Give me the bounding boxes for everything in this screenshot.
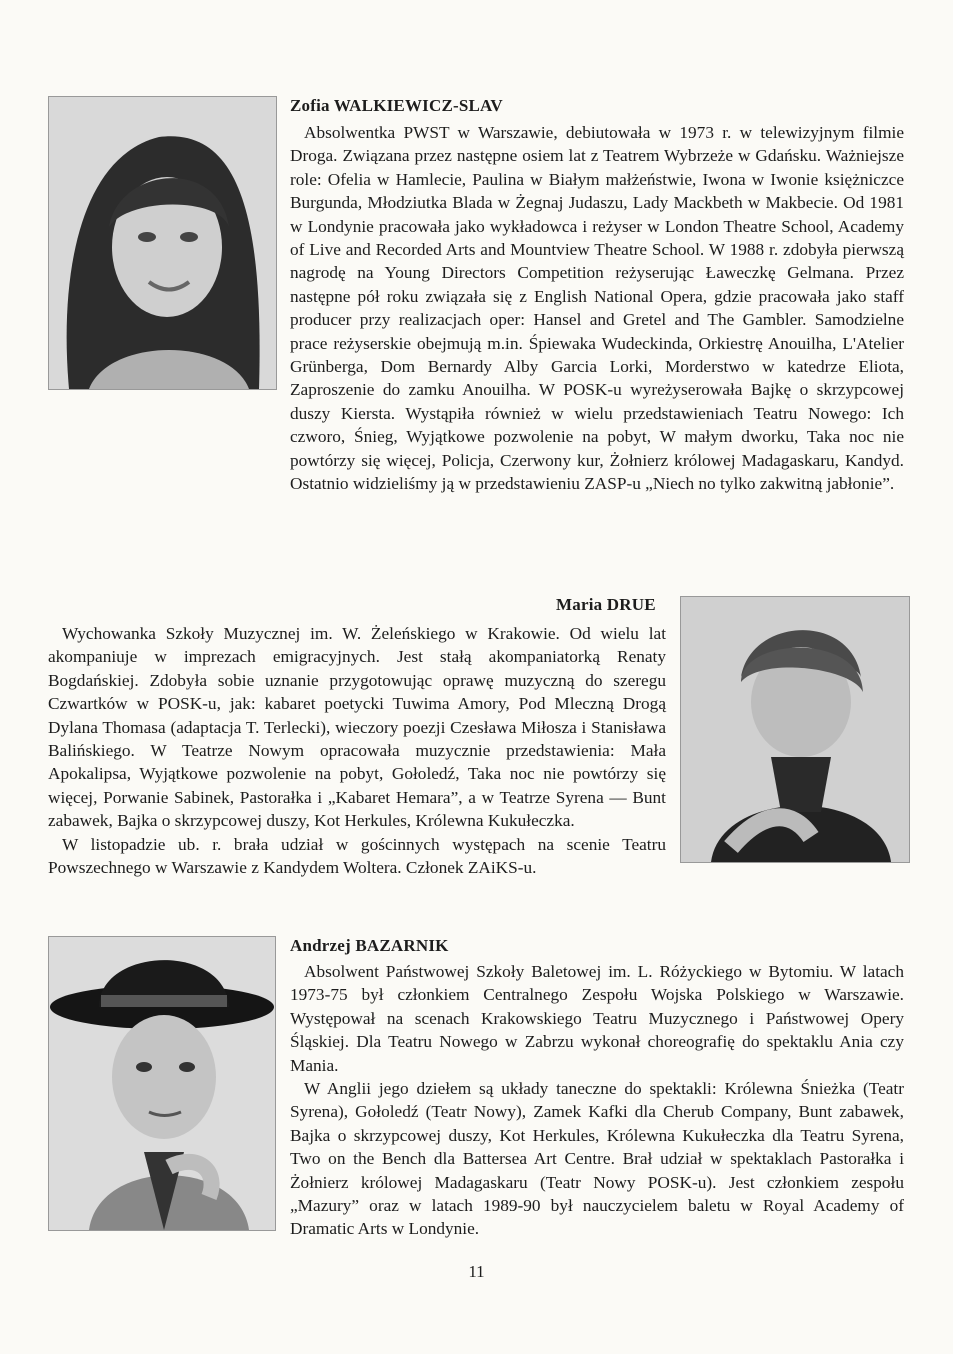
person-name: Andrzej BAZARNIK (290, 936, 449, 955)
bio-paragraph: Wychowanka Szkoły Muzycznej im. W. Żeleńskiego w Krakowie. Od wielu lat akompaniuje w imprezach emigracyjnych. Jest stałą akompaniatorką Renaty Bogdańskiej. Zdobyła sobie uznanie przygotowując oprawę muzyczną do szeregu Czwartków w POSK-u, jak: kabaret poetycki Tuwima Amory, Pod Mleczną Drogą Dylana Thomasa (adaptacja T. Terlecki), wieczory poezji Czesława Miłosza i Stanisława Balińskiego. W Teatrze Nowym opracowała muzycznie przedstawienia: Mała Apokalipsa, Wyjątkowe pozwolenie na pobyt, Gołoledź, Taka noc nie powtórzy się więcej, Porwanie Sabinek, Pastorałka i „Kabaret Hemara”, a w Teatrze Syrena — Bunt zabawek, Bajka o skrzypcowej duszy, Kot Herkules, Królewna Kukułeczka. (48, 624, 666, 831)
page-number: 11 (468, 1262, 485, 1281)
bio-paragraph: W Anglii jego dziełem są układy taneczne do spektakli: Królewna Śnieżka (Teatr Syrena), Gołoledź (Teatr Nowy), Zamek Kafki dla Cherub Company, Bunt zabawek, Bajka o skrzypcowej duszy, Kot Herkules, Królewna Kukułeczka dla Teatru Syrena, Two on the Bench dla Battersea Art Centre. Brał udział w spektaklach Pastorałka i Żołnierz królowej Madagaskaru (Teatr Nowy POSK-u). Jest członkiem zespołu „Mazury” oraz w latach 1989-90 był nauczycielem baletu w Royal Academy of Dramatic Arts w Londynie. (290, 1079, 904, 1239)
person-name: Zofia WALKIEWICZ-SLAV (290, 96, 503, 115)
bio-paragraph: Absolwent Państwowej Szkoły Baletowej im. L. Różyckiego w Bytomiu. W latach 1973-75 był członkiem Centralnego Zespołu Wojska Polskiego w Warszawie. Występował na scenach Krakowskiego Teatru Muzycznego i Państwowej Opery Śląskiej. Dla Teatru Nowego w Zabrzu wykonał choreografię do spektaklu Ania czy Mania. (290, 962, 904, 1075)
portrait-photo-zofia (48, 96, 277, 390)
man-portrait-icon (49, 937, 275, 1230)
portrait-photo-andrzej (48, 936, 276, 1231)
person-bio (290, 121, 904, 496)
person-name: Maria DRUE (556, 595, 656, 614)
portrait-photo-maria (680, 596, 910, 863)
woman-portrait-icon (49, 97, 276, 389)
bio-paragraph: Absolwentka PWST w Warszawie, debiutowała w 1973 r. w telewizyjnym filmie Droga. Związana przez następne osiem lat z Teatrem Wybrzeże w Gdańsku. Ważniejsze role: Ofelia w Hamlecie, Paulina w Białym małżeństwie, Iwona w Iwonie księżniczce Burgunda, Młodziutka Blada w Żegnaj Judaszu, Lady Mackbeth w Makbecie. Od 1981 w Londynie pracowała jako wykładowca i reżyser w London Theatre School, Academy of Live and Recorded Arts and Mountview Theatre School. W 1988 r. zdobyła pierwszą nagrodę na Young Directors Competition reżyserując Ławeczkę Gelmana. Przez następne pół roku związała się z English National Opera, gdzie pracowała jako staff producer przy realizacjach oper: Hansel and Gretel and The Gambler. Samodzielne prace reżyserskie obejmują m.in. Śpiewaka Wudeckinda, Orkiestrę Anouilha, L'Atelier Grünberga, Dom Bernardy Alby Garcia Lorki, Morderstwo w katedrze Eliota, Zaproszenie do zamku Anouilha. W POSK-u wyreżyserowała Bajkę o skrzypcowej duszy Kiersta. Wystąpiła również w wielu przedstawieniach Teatru Nowego: Ich czworo, Śnieg, Wyjątkowe pozwolenie na pobyt, W małym dworku, Taka noc nie powtórzy się więcej, Policja, Czerwony kur, Żołnierz królowej Madagaskaru, Kandyd. Ostatnio widzieliśmy ją w przedstawieniu ZASP-u „Niech no tylko zakwitną jabłonie”. (290, 123, 904, 494)
person-bio (48, 622, 666, 879)
bio-paragraph: W listopadzie ub. r. brała udział w gościnnych występach na scenie Teatru Powszechnego w Warszawie z Kandydem Woltera. Członek ZAiKS-u. (48, 834, 666, 878)
woman-portrait-icon (681, 597, 909, 862)
person-bio (290, 960, 904, 1241)
